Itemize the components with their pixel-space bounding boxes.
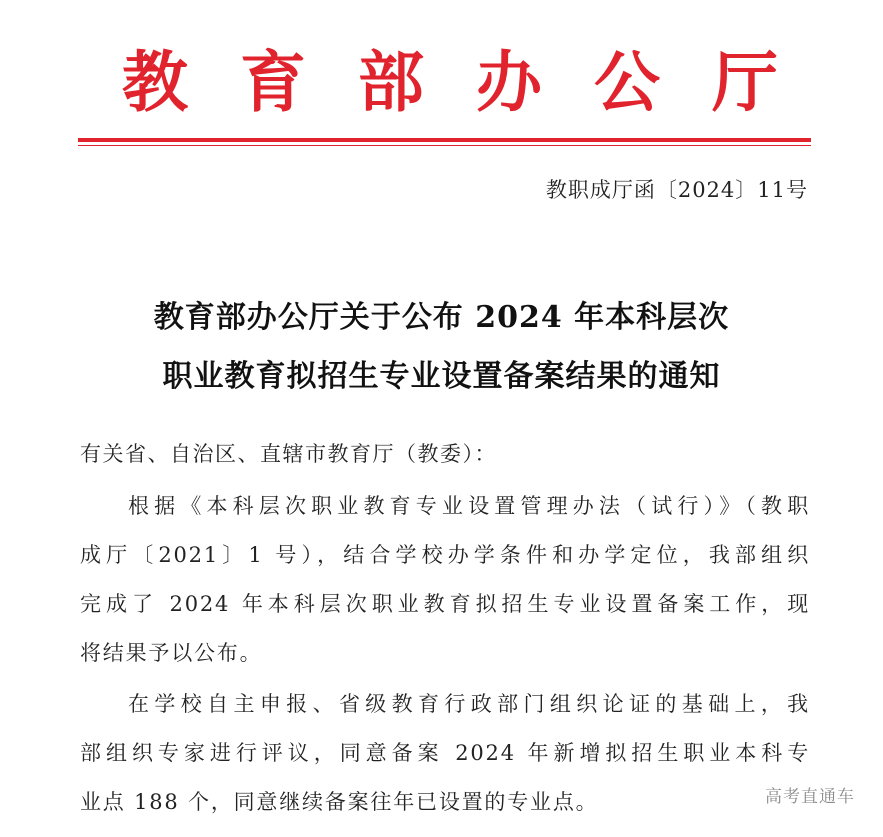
salutation: 有关省、自治区、直辖市教育厅（教委）：: [80, 442, 497, 466]
watermark-text: 高考直通车: [765, 787, 855, 807]
paragraph-line: 业点 188 个，同意继续备案往年已设置的专业点。: [80, 790, 599, 814]
issuer-masthead: 教育部办公厅: [122, 43, 830, 121]
paragraph-line: 部组织专家进行评议，同意备案 2024 年新增拟招生职业本科专: [80, 741, 810, 765]
paragraph-line: 将结果予以公布。: [80, 641, 263, 665]
document-title-line-1: 教育部办公厅关于公布 2024 年本科层次: [153, 300, 730, 335]
masthead-rule-thick: [78, 138, 811, 142]
document-number: 教职成厅函〔2024〕11号: [545, 178, 808, 202]
paragraph-line: 在学校自主申报、省级教育行政部门组织论证的基础上，我: [128, 692, 810, 716]
paragraph-line: 完成了 2024 年本科层次职业教育拟招生专业设置备案工作，现: [80, 592, 810, 616]
paragraph-line: 根据《本科层次职业教育专业设置管理办法（试行）》（教职: [128, 494, 810, 518]
paragraph-line: 成厅〔2021〕1 号），结合学校办学条件和办学定位，我部组织: [80, 543, 810, 567]
document-title-line-2: 职业教育拟招生专业设置备案结果的通知: [162, 359, 721, 394]
masthead-rule-thin: [78, 145, 811, 146]
